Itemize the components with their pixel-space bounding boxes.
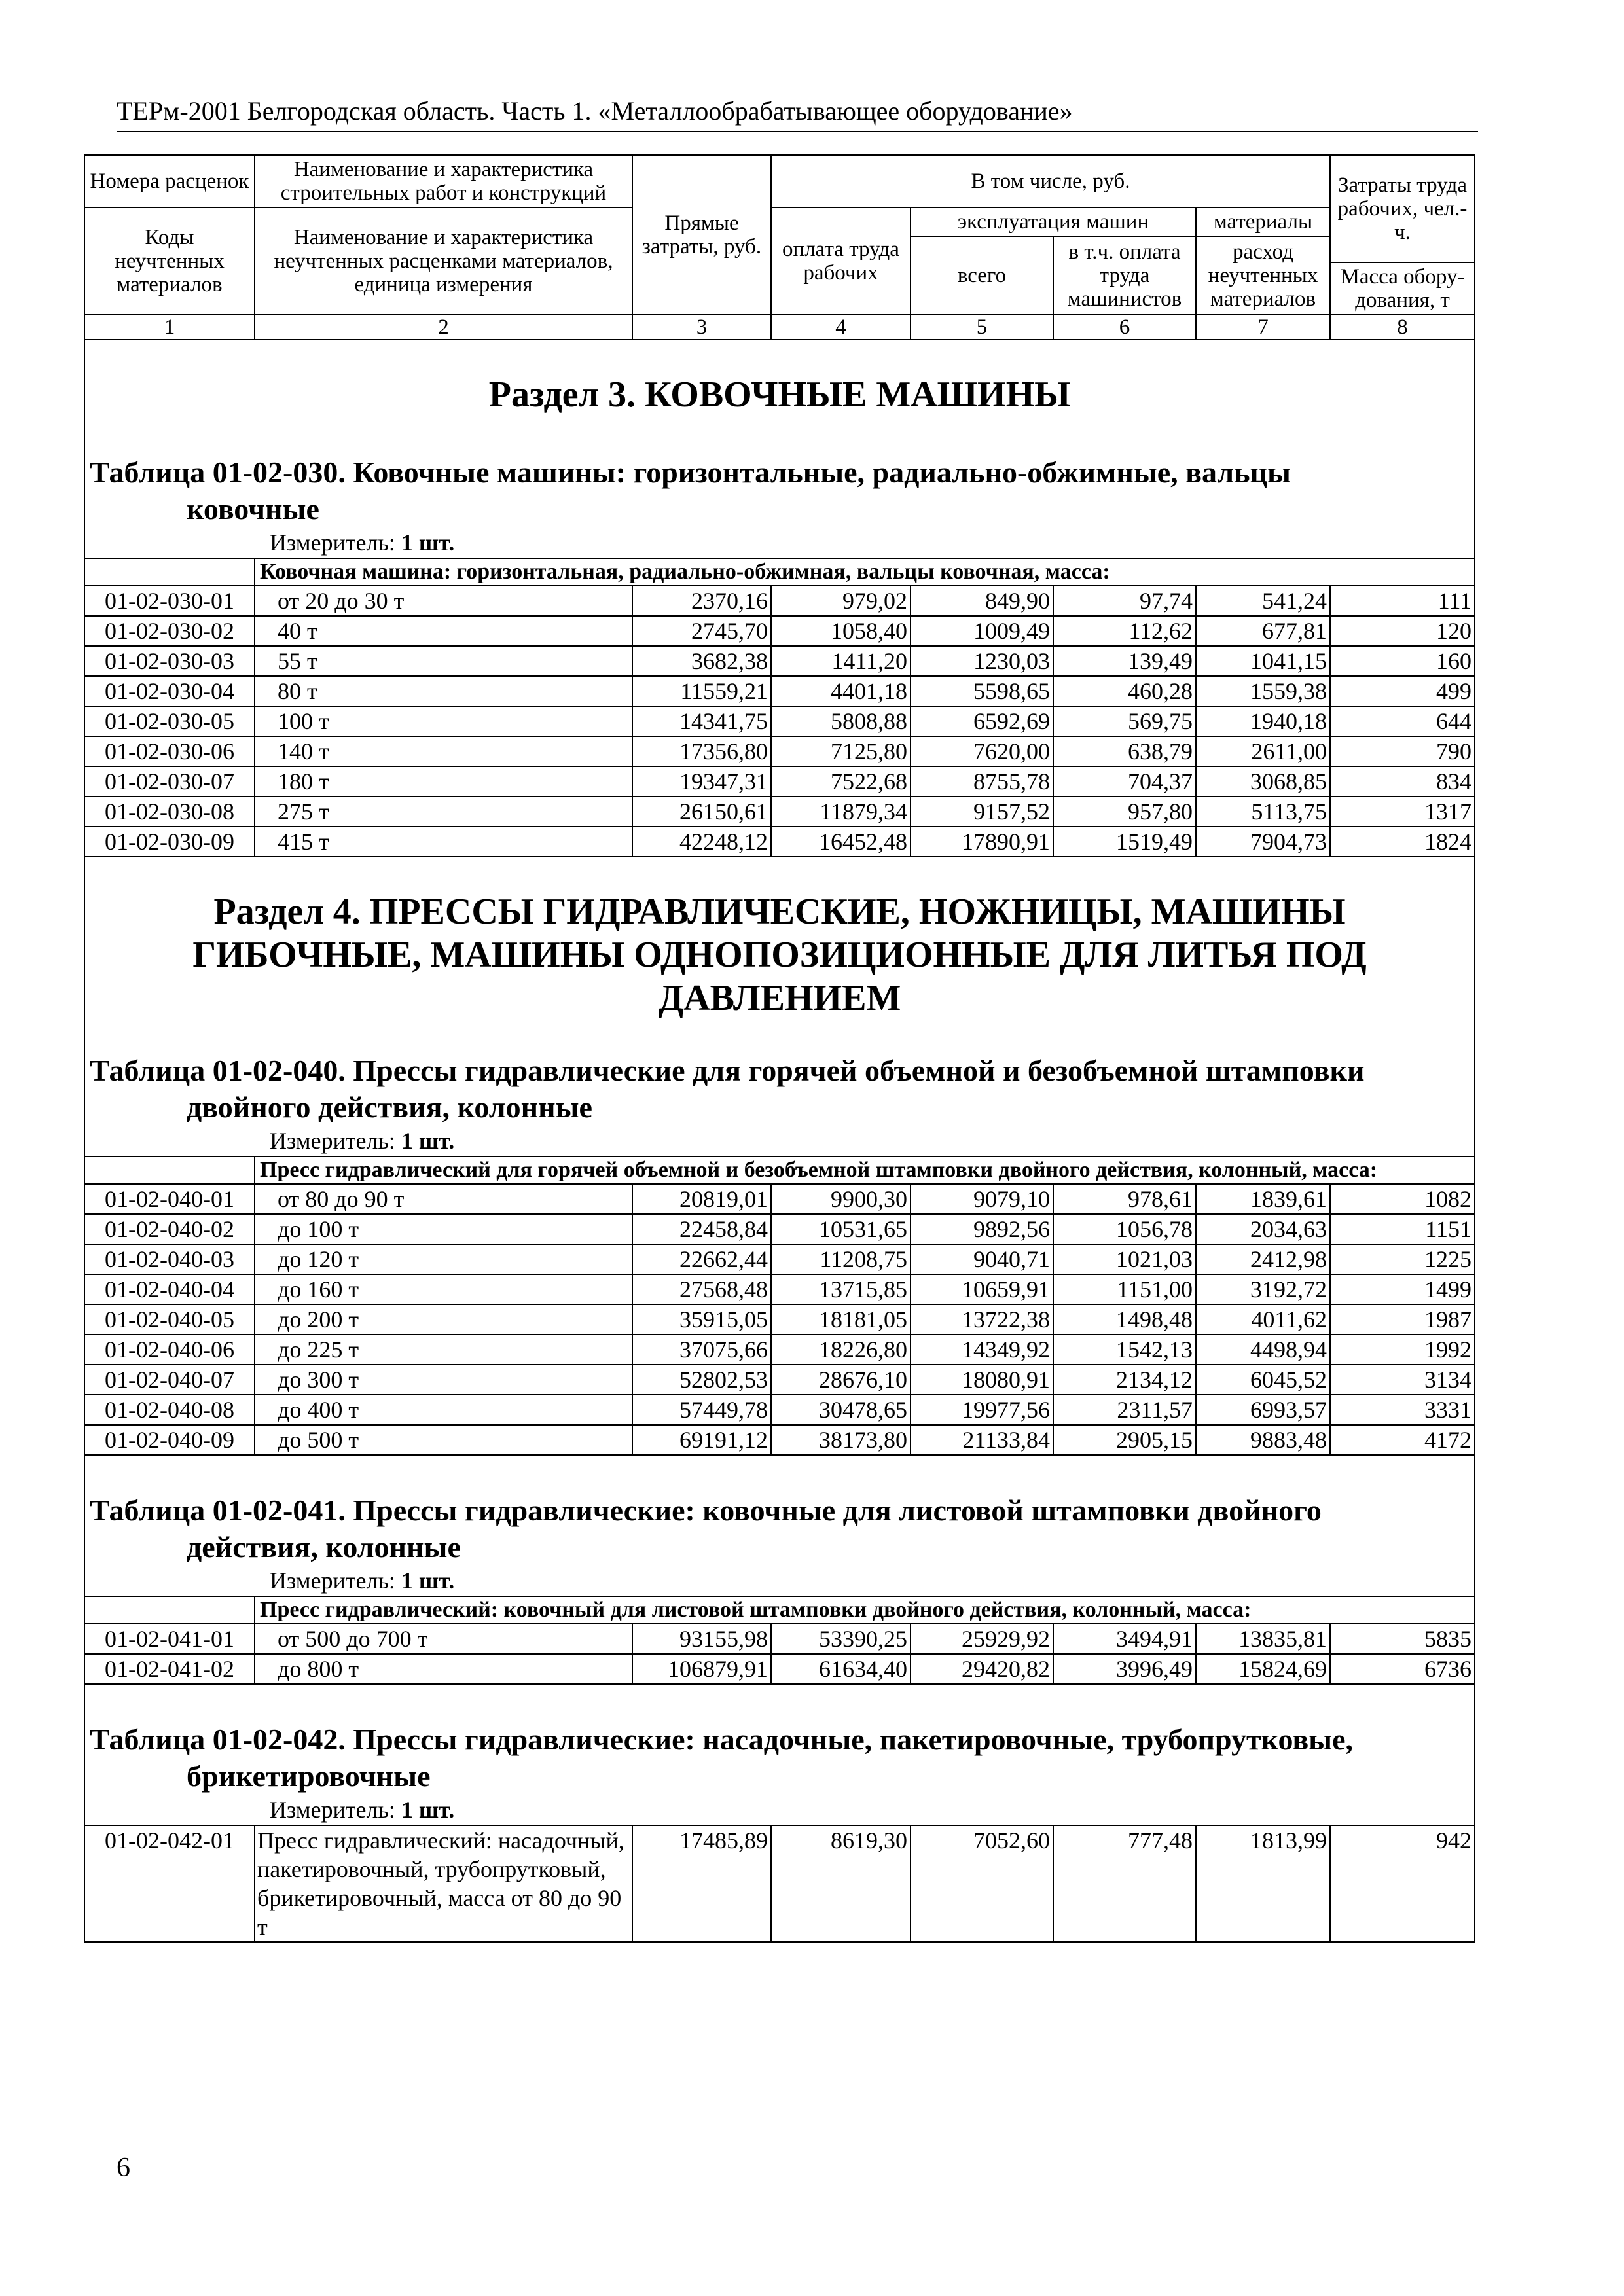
rate-code-cell: 01-02-030-03 <box>84 646 255 676</box>
machines-total-cell: 6592,69 <box>911 706 1053 736</box>
table-row <box>84 1425 1475 1455</box>
machines-total-cell: 19977,56 <box>911 1395 1053 1425</box>
workers-pay-cell: 9900,30 <box>771 1184 911 1214</box>
rate-code-cell: 01-02-042-01 <box>84 1825 255 1942</box>
direct-cost-cell: 22662,44 <box>632 1244 771 1274</box>
machines-total-cell: 849,90 <box>911 586 1053 616</box>
materials-cost-cell: 1813,99 <box>1196 1825 1330 1942</box>
workers-pay-cell: 8619,30 <box>771 1825 911 1942</box>
operators-pay-cell: 1151,00 <box>1053 1274 1196 1304</box>
labor-hours-cell: 120 <box>1330 616 1475 646</box>
machines-total-cell: 29420,82 <box>911 1654 1053 1684</box>
col2-top-header: Наименование и характеристика строительных работ и конструкций <box>255 155 632 207</box>
direct-cost-cell: 19347,31 <box>632 766 771 797</box>
direct-cost-cell: 17485,89 <box>632 1825 771 1942</box>
operators-pay-cell: 139,49 <box>1053 646 1196 676</box>
materials-cost-cell: 5113,75 <box>1196 797 1330 827</box>
rate-name-cell: 415 т <box>255 827 632 857</box>
running-header: ТЕРм-2001 Белгородская область. Часть 1. «Металлообрабатывающее оборудование» <box>117 96 1478 132</box>
rate-code-cell: 01-02-030-07 <box>84 766 255 797</box>
workers-pay-cell: 53390,25 <box>771 1624 911 1654</box>
breakdown-group-header: В том числе, руб. <box>771 155 1330 207</box>
rate-code-cell: 01-02-030-04 <box>84 676 255 706</box>
labor-hours-cell: 160 <box>1330 646 1475 676</box>
section-name: ПРЕССЫ ГИДРАВЛИЧЕСКИЕ, НОЖНИЦЫ, МАШИНЫ ГИБОЧНЫЕ, МАШИНЫ ОДНОПОЗИЦИОННЫЕ ДЛЯ ЛИТЬЯ ПОД ДАВЛЕНИЕМ <box>192 891 1367 1018</box>
operators-pay-cell: 777,48 <box>1053 1825 1196 1942</box>
column-number: 3 <box>632 315 771 340</box>
rate-code-cell: 01-02-040-01 <box>84 1184 255 1214</box>
table-row <box>84 676 1475 706</box>
operators-pay-cell: 1542,13 <box>1053 1335 1196 1365</box>
rate-name-cell: до 225 т <box>255 1335 632 1365</box>
column-number: 7 <box>1196 315 1330 340</box>
rate-name-cell: 275 т <box>255 797 632 827</box>
operators-pay-cell: 2134,12 <box>1053 1365 1196 1395</box>
rate-code-cell: 01-02-030-05 <box>84 706 255 736</box>
machines-total-cell: 25929,92 <box>911 1624 1053 1654</box>
operators-pay-cell: 1498,48 <box>1053 1304 1196 1335</box>
rate-name-cell: до 200 т <box>255 1304 632 1335</box>
labor-hours-cell: 499 <box>1330 676 1475 706</box>
meter-label: Измеритель: <box>270 1128 395 1154</box>
workers-pay-cell: 13715,85 <box>771 1274 911 1304</box>
rate-code-cell: 01-02-040-04 <box>84 1274 255 1304</box>
group-caption: Ковочная машина: горизонтальная, радиально-обжимная, вальцы ковочная, масса: <box>255 558 1475 586</box>
rate-name-cell: 55 т <box>255 646 632 676</box>
direct-cost-cell: 11559,21 <box>632 676 771 706</box>
rate-name-cell: 100 т <box>255 706 632 736</box>
machines-total-cell: 13722,38 <box>911 1304 1053 1335</box>
table-row <box>84 1395 1475 1425</box>
workers-pay-cell: 61634,40 <box>771 1654 911 1684</box>
materials-cost-cell: 541,24 <box>1196 586 1330 616</box>
group-caption: Пресс гидравлический: ковочный для листовой штамповки двойного действия, колонный, масса: <box>255 1596 1475 1624</box>
rate-code-cell: 01-02-030-01 <box>84 586 255 616</box>
direct-cost-cell: 57449,78 <box>632 1395 771 1425</box>
labor-hours-cell: 1151 <box>1330 1214 1475 1244</box>
machines-total-cell: 9157,52 <box>911 797 1053 827</box>
column-number: 4 <box>771 315 911 340</box>
unit-of-measure <box>90 1795 1470 1825</box>
labor-hours-cell: 1225 <box>1330 1244 1475 1274</box>
machines-total-cell: 7052,60 <box>911 1825 1053 1942</box>
labor-hours-cell: 1987 <box>1330 1304 1475 1335</box>
table-row <box>84 736 1475 766</box>
materials-cost-cell: 9883,48 <box>1196 1425 1330 1455</box>
table-header <box>84 155 1475 315</box>
machines-total-cell: 1009,49 <box>911 616 1053 646</box>
operators-pay-cell: 97,74 <box>1053 586 1196 616</box>
rate-name-cell: до 120 т <box>255 1244 632 1274</box>
labor-hours-cell: 5835 <box>1330 1624 1475 1654</box>
rate-name-cell: 40 т <box>255 616 632 646</box>
machines-total-cell: 7620,00 <box>911 736 1053 766</box>
rate-name-cell: от 80 до 90 т <box>255 1184 632 1214</box>
materials-cost-cell: 15824,69 <box>1196 1654 1330 1684</box>
rate-code-cell: 01-02-030-08 <box>84 797 255 827</box>
rate-name-cell: до 400 т <box>255 1395 632 1425</box>
direct-cost-cell: 42248,12 <box>632 827 771 857</box>
unit-of-measure <box>90 1566 1470 1596</box>
materials-cost-cell: 1559,38 <box>1196 676 1330 706</box>
section-name: КОВОЧНЫЕ МАШИНЫ <box>645 374 1071 415</box>
workers-pay-cell: 4401,18 <box>771 676 911 706</box>
labor-hours-cell: 834 <box>1330 766 1475 797</box>
labor-hours-cell: 1824 <box>1330 827 1475 857</box>
col4-header: оплата труда рабочих <box>771 207 911 315</box>
operators-pay-cell: 978,61 <box>1053 1184 1196 1214</box>
operators-pay-cell: 1021,03 <box>1053 1244 1196 1274</box>
materials-cost-cell: 1041,15 <box>1196 646 1330 676</box>
table-row <box>84 1184 1475 1214</box>
materials-cost-cell: 13835,81 <box>1196 1624 1330 1654</box>
col1-top-header: Номера расценок <box>84 155 255 207</box>
table-row <box>84 1335 1475 1365</box>
rate-code-cell: 01-02-040-07 <box>84 1365 255 1395</box>
operators-pay-cell: 1519,49 <box>1053 827 1196 857</box>
labor-hours-cell: 6736 <box>1330 1654 1475 1684</box>
column-number: 5 <box>911 315 1053 340</box>
workers-pay-cell: 38173,80 <box>771 1425 911 1455</box>
operators-pay-cell: 704,37 <box>1053 766 1196 797</box>
rate-name-cell: Пресс гидравлический: насадочный, пакетировочный, трубопрутковый, брикетировочный, масса от 80 до 90 т <box>255 1825 632 1942</box>
table-row <box>84 1825 1475 1942</box>
col1-bottom-header: Коды неучтенных материалов <box>84 207 255 315</box>
direct-cost-cell: 2745,70 <box>632 616 771 646</box>
machines-total-cell: 1230,03 <box>911 646 1053 676</box>
operators-pay-cell: 569,75 <box>1053 706 1196 736</box>
materials-cost-cell: 2034,63 <box>1196 1214 1330 1244</box>
direct-cost-cell: 2370,16 <box>632 586 771 616</box>
materials-cost-cell: 1839,61 <box>1196 1184 1330 1214</box>
workers-pay-cell: 16452,48 <box>771 827 911 857</box>
workers-pay-cell: 18181,05 <box>771 1304 911 1335</box>
table-row <box>84 1304 1475 1335</box>
col3-header: Прямые затраты, руб. <box>632 155 771 315</box>
col7-header: расход неучтенных материалов <box>1196 236 1330 315</box>
table-row <box>84 586 1475 616</box>
direct-cost-cell: 17356,80 <box>632 736 771 766</box>
rate-code-cell: 01-02-030-02 <box>84 616 255 646</box>
column-number: 8 <box>1330 315 1475 340</box>
direct-cost-cell: 52802,53 <box>632 1365 771 1395</box>
materials-cost-cell: 2611,00 <box>1196 736 1330 766</box>
materials-cost-cell: 6993,57 <box>1196 1395 1330 1425</box>
page-number: 6 <box>117 2153 130 2183</box>
rate-code-cell: 01-02-040-08 <box>84 1395 255 1425</box>
table-title: Таблица 01-02-030. Ковочные машины: горизонтальные, радиально-обжимные, вальцы ковочные <box>90 456 1291 526</box>
table-row <box>84 827 1475 857</box>
group-caption: Пресс гидравлический для горячей объемной и безобъемной штамповки двойного действия, колонный, масса: <box>255 1157 1475 1184</box>
rate-name-cell: до 500 т <box>255 1425 632 1455</box>
labor-hours-cell: 4172 <box>1330 1425 1475 1455</box>
machines-total-cell: 9892,56 <box>911 1214 1053 1244</box>
machines-total-cell: 5598,65 <box>911 676 1053 706</box>
rate-code-cell: 01-02-040-06 <box>84 1335 255 1365</box>
rates-sheet <box>84 154 1474 1943</box>
meter-label: Измеритель: <box>270 1568 395 1594</box>
materials-cost-cell: 677,81 <box>1196 616 1330 646</box>
direct-cost-cell: 22458,84 <box>632 1214 771 1244</box>
rate-code-cell: 01-02-041-02 <box>84 1654 255 1684</box>
labor-hours-cell: 1499 <box>1330 1274 1475 1304</box>
direct-cost-cell: 3682,38 <box>632 646 771 676</box>
rate-code-cell: 01-02-040-03 <box>84 1244 255 1274</box>
rate-name-cell: до 800 т <box>255 1654 632 1684</box>
rate-name-cell: 180 т <box>255 766 632 797</box>
rate-code-cell: 01-02-040-05 <box>84 1304 255 1335</box>
section-title <box>90 890 1470 1020</box>
rate-name-cell: от 20 до 30 т <box>255 586 632 616</box>
workers-pay-cell: 18226,80 <box>771 1335 911 1365</box>
workers-pay-cell: 28676,10 <box>771 1365 911 1395</box>
table-row <box>84 766 1475 797</box>
materials-cost-cell: 4498,94 <box>1196 1335 1330 1365</box>
column-numbers-row <box>84 315 1475 340</box>
unit-of-measure <box>90 1126 1470 1156</box>
col5-header: всего <box>911 236 1053 315</box>
machines-total-cell: 17890,91 <box>911 827 1053 857</box>
col2-bottom-header: Наименование и характеристика неучтенных расценками материалов, единица измерения <box>255 207 632 315</box>
rates-table <box>84 154 1475 1943</box>
col8-bottom-header: Масса обору-дования, т <box>1330 262 1475 315</box>
rate-code-cell: 01-02-040-02 <box>84 1214 255 1244</box>
machines-total-cell: 21133,84 <box>911 1425 1053 1455</box>
machines-total-cell: 14349,92 <box>911 1335 1053 1365</box>
operators-pay-cell: 3494,91 <box>1053 1624 1196 1654</box>
workers-pay-cell: 11879,34 <box>771 797 911 827</box>
rate-name-cell: до 100 т <box>255 1214 632 1244</box>
table-row <box>84 1654 1475 1684</box>
table-row <box>84 1365 1475 1395</box>
table-row <box>84 616 1475 646</box>
workers-pay-cell: 11208,75 <box>771 1244 911 1274</box>
table-title: Таблица 01-02-041. Прессы гидравлические: ковочные для листовой штамповки двойного действия, колонные <box>90 1494 1322 1564</box>
column-number: 2 <box>255 315 632 340</box>
direct-cost-cell: 35915,05 <box>632 1304 771 1335</box>
direct-cost-cell: 27568,48 <box>632 1274 771 1304</box>
meter-value: 1 шт. <box>401 529 455 556</box>
machines-group-header: эксплуатация машин <box>911 207 1196 236</box>
meter-label: Измеритель: <box>270 529 395 556</box>
direct-cost-cell: 106879,91 <box>632 1654 771 1684</box>
operators-pay-cell: 2905,15 <box>1053 1425 1196 1455</box>
materials-cost-cell: 4011,62 <box>1196 1304 1330 1335</box>
machines-total-cell: 9079,10 <box>911 1184 1053 1214</box>
workers-pay-cell: 7522,68 <box>771 766 911 797</box>
machines-total-cell: 8755,78 <box>911 766 1053 797</box>
labor-hours-cell: 942 <box>1330 1825 1475 1942</box>
machines-total-cell: 18080,91 <box>911 1365 1053 1395</box>
direct-cost-cell: 37075,66 <box>632 1335 771 1365</box>
labor-hours-cell: 1317 <box>1330 797 1475 827</box>
materials-cost-cell: 2412,98 <box>1196 1244 1330 1274</box>
workers-pay-cell: 5808,88 <box>771 706 911 736</box>
labor-hours-cell: 1082 <box>1330 1184 1475 1214</box>
table-042-rows <box>84 1825 1475 1942</box>
table-030-rows <box>84 586 1475 857</box>
direct-cost-cell: 69191,12 <box>632 1425 771 1455</box>
workers-pay-cell: 1411,20 <box>771 646 911 676</box>
workers-pay-cell: 7125,80 <box>771 736 911 766</box>
table-041-rows <box>84 1624 1475 1684</box>
materials-cost-cell: 3068,85 <box>1196 766 1330 797</box>
operators-pay-cell: 638,79 <box>1053 736 1196 766</box>
rate-name-cell: до 160 т <box>255 1274 632 1304</box>
operators-pay-cell: 957,80 <box>1053 797 1196 827</box>
table-row <box>84 797 1475 827</box>
table-row <box>84 1244 1475 1274</box>
table-title: Таблица 01-02-040. Прессы гидравлические для горячей объемной и безобъемной штамповки двойного действия, колонные <box>90 1054 1365 1124</box>
section-prefix: Раздел 4. <box>213 891 361 932</box>
operators-pay-cell: 2311,57 <box>1053 1395 1196 1425</box>
rate-name-cell: 80 т <box>255 676 632 706</box>
table-title: Таблица 01-02-042. Прессы гидравлические: насадочные, пакетировочные, трубопрутковые, брикетировочные <box>90 1723 1354 1793</box>
rate-code-cell: 01-02-030-06 <box>84 736 255 766</box>
column-number: 1 <box>84 315 255 340</box>
rate-name-cell: до 300 т <box>255 1365 632 1395</box>
materials-cost-cell: 3192,72 <box>1196 1274 1330 1304</box>
direct-cost-cell: 14341,75 <box>632 706 771 736</box>
table-040-rows <box>84 1184 1475 1455</box>
materials-cost-cell: 1940,18 <box>1196 706 1330 736</box>
operators-pay-cell: 112,62 <box>1053 616 1196 646</box>
workers-pay-cell: 30478,65 <box>771 1395 911 1425</box>
table-row <box>84 706 1475 736</box>
operators-pay-cell: 3996,49 <box>1053 1654 1196 1684</box>
col8-top-header: Затраты труда рабочих, чел.-ч. <box>1330 155 1475 262</box>
labor-hours-cell: 3134 <box>1330 1365 1475 1395</box>
section-prefix: Раздел 3. <box>488 374 636 415</box>
workers-pay-cell: 979,02 <box>771 586 911 616</box>
materials-cost-cell: 7904,73 <box>1196 827 1330 857</box>
direct-cost-cell: 26150,61 <box>632 797 771 827</box>
meter-value: 1 шт. <box>401 1128 455 1154</box>
meter-value: 1 шт. <box>401 1568 455 1594</box>
materials-cost-cell: 6045,52 <box>1196 1365 1330 1395</box>
rate-code-cell: 01-02-041-01 <box>84 1624 255 1654</box>
labor-hours-cell: 644 <box>1330 706 1475 736</box>
workers-pay-cell: 1058,40 <box>771 616 911 646</box>
rate-name-cell: от 500 до 700 т <box>255 1624 632 1654</box>
operators-pay-cell: 460,28 <box>1053 676 1196 706</box>
labor-hours-cell: 111 <box>1330 586 1475 616</box>
direct-cost-cell: 93155,98 <box>632 1624 771 1654</box>
table-row <box>84 1624 1475 1654</box>
table-row <box>84 646 1475 676</box>
workers-pay-cell: 10531,65 <box>771 1214 911 1244</box>
rate-code-cell: 01-02-040-09 <box>84 1425 255 1455</box>
labor-hours-cell: 790 <box>1330 736 1475 766</box>
table-row <box>84 1214 1475 1244</box>
rate-name-cell: 140 т <box>255 736 632 766</box>
section-title <box>90 373 1470 416</box>
materials-group-header: материалы <box>1196 207 1330 236</box>
machines-total-cell: 10659,91 <box>911 1274 1053 1304</box>
meter-label: Измеритель: <box>270 1797 395 1823</box>
column-number: 6 <box>1053 315 1196 340</box>
col6-header: в т.ч. оплата труда машинистов <box>1053 236 1196 315</box>
machines-total-cell: 9040,71 <box>911 1244 1053 1274</box>
table-row <box>84 1274 1475 1304</box>
unit-of-measure <box>90 528 1470 558</box>
operators-pay-cell: 1056,78 <box>1053 1214 1196 1244</box>
labor-hours-cell: 1992 <box>1330 1335 1475 1365</box>
direct-cost-cell: 20819,01 <box>632 1184 771 1214</box>
labor-hours-cell: 3331 <box>1330 1395 1475 1425</box>
meter-value: 1 шт. <box>401 1797 455 1823</box>
rate-code-cell: 01-02-030-09 <box>84 827 255 857</box>
